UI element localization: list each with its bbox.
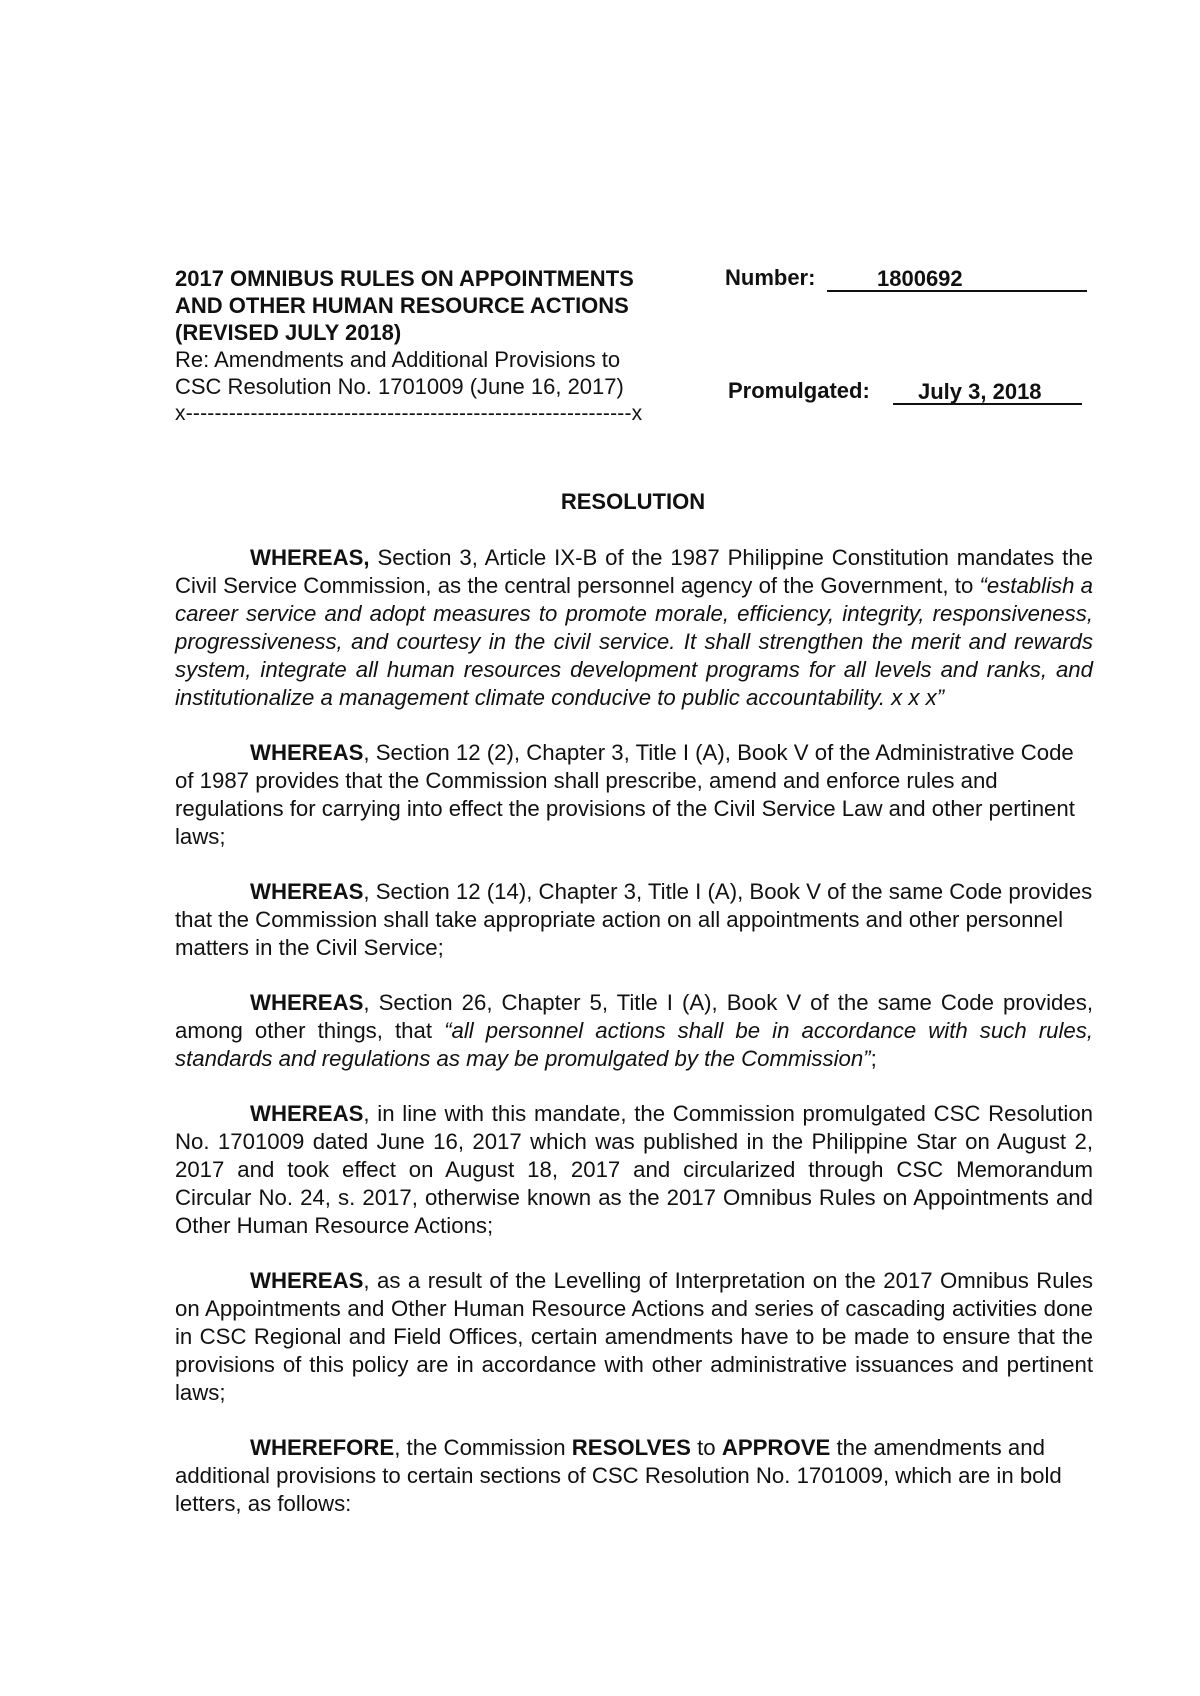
title-line-2: AND OTHER HUMAN RESOURCE ACTIONS [175, 293, 629, 318]
whereas-paragraph-5: WHEREAS, in line with this mandate, the Commission promulgated CSC Resolution No. 1701009 dated June 16, 2017 which was published in the Philippine Star on August 2, 2017 and took effect on August 18, 2017 and circularized through CSC Memorandum Circular No. 24, s. 2017, otherwise known as the 2017 Omnibus Rules on Appointments and Other Human Resource Actions; [175, 1101, 1093, 1238]
whereas-paragraph-1: WHEREAS, Section 3, Article IX-B of the 1987 Philippine Constitution mandates the Civil Service Commission, as the central personnel agency of the Government, to “establish a career service and adopt measures to promote morale, efficiency, integrity, responsiveness, progressiveness, and courtesy in the civil service. It shall strengthen the merit and rewards system, integrate all human resources development programs for all levels and ranks, and institutionalize a management climate conducive to public accountability. x x x” [175, 545, 1093, 710]
document-header-title [175, 265, 715, 427]
whereas-paragraph-3: WHEREAS, Section 12 (14), Chapter 3, Title I (A), Book V of the same Code provides that the Commission shall take appropriate action on all appointments and other personnel matters in the Civil Service; [175, 879, 1093, 960]
resolution-title: RESOLUTION [560, 489, 706, 514]
resolution-body [175, 544, 1093, 1545]
promulgated-label: Promulgated: [728, 378, 870, 403]
number-label: Number: [725, 265, 816, 290]
title-line-3: (REVISED JULY 2018) [175, 320, 402, 345]
re-line-1: Re: Amendments and Additional Provisions to [175, 347, 621, 372]
whereas-paragraph-2: WHEREAS, Section 12 (2), Chapter 3, Title I (A), Book V of the Administrative Code of 1987 provides that the Commission shall prescribe, amend and enforce rules and regulations for carrying into effect the provisions of the Civil Service Law and other pertinent laws; [175, 740, 1075, 849]
whereas-paragraph-4: WHEREAS, Section 26, Chapter 5, Title I (A), Book V of the same Code provides, among other things, that “all personnel actions shall be in accordance with such rules, standards and regulations as may be promulgated by the Commission”; [175, 990, 1094, 1071]
separator-line: x--------------------------------------------------------------x [175, 402, 643, 425]
wherefore-paragraph: WHEREFORE, the Commission RESOLVES to APPROVE the amendments and additional provisions to certain sections of CSC Resolution No. 1701009, which are in bold letters, as follows: [175, 1435, 1062, 1516]
whereas-paragraph-6: WHEREAS, as a result of the Levelling of Interpretation on the 2017 Omnibus Rules on Appointments and Other Human Resource Actions and series of cascading activities done in CSC Regional and Field Offices, certain amendments have to be made to ensure that the provisions of this policy are in accordance with other administrative issuances and pertinent laws; [175, 1268, 1093, 1405]
title-line-1: 2017 OMNIBUS RULES ON APPOINTMENTS [175, 266, 634, 291]
number-value: 1800692 [827, 268, 1087, 292]
promulgated-value: July 3, 2018 [893, 381, 1082, 405]
re-line-2: CSC Resolution No. 1701009 (June 16, 2017) [175, 374, 624, 399]
